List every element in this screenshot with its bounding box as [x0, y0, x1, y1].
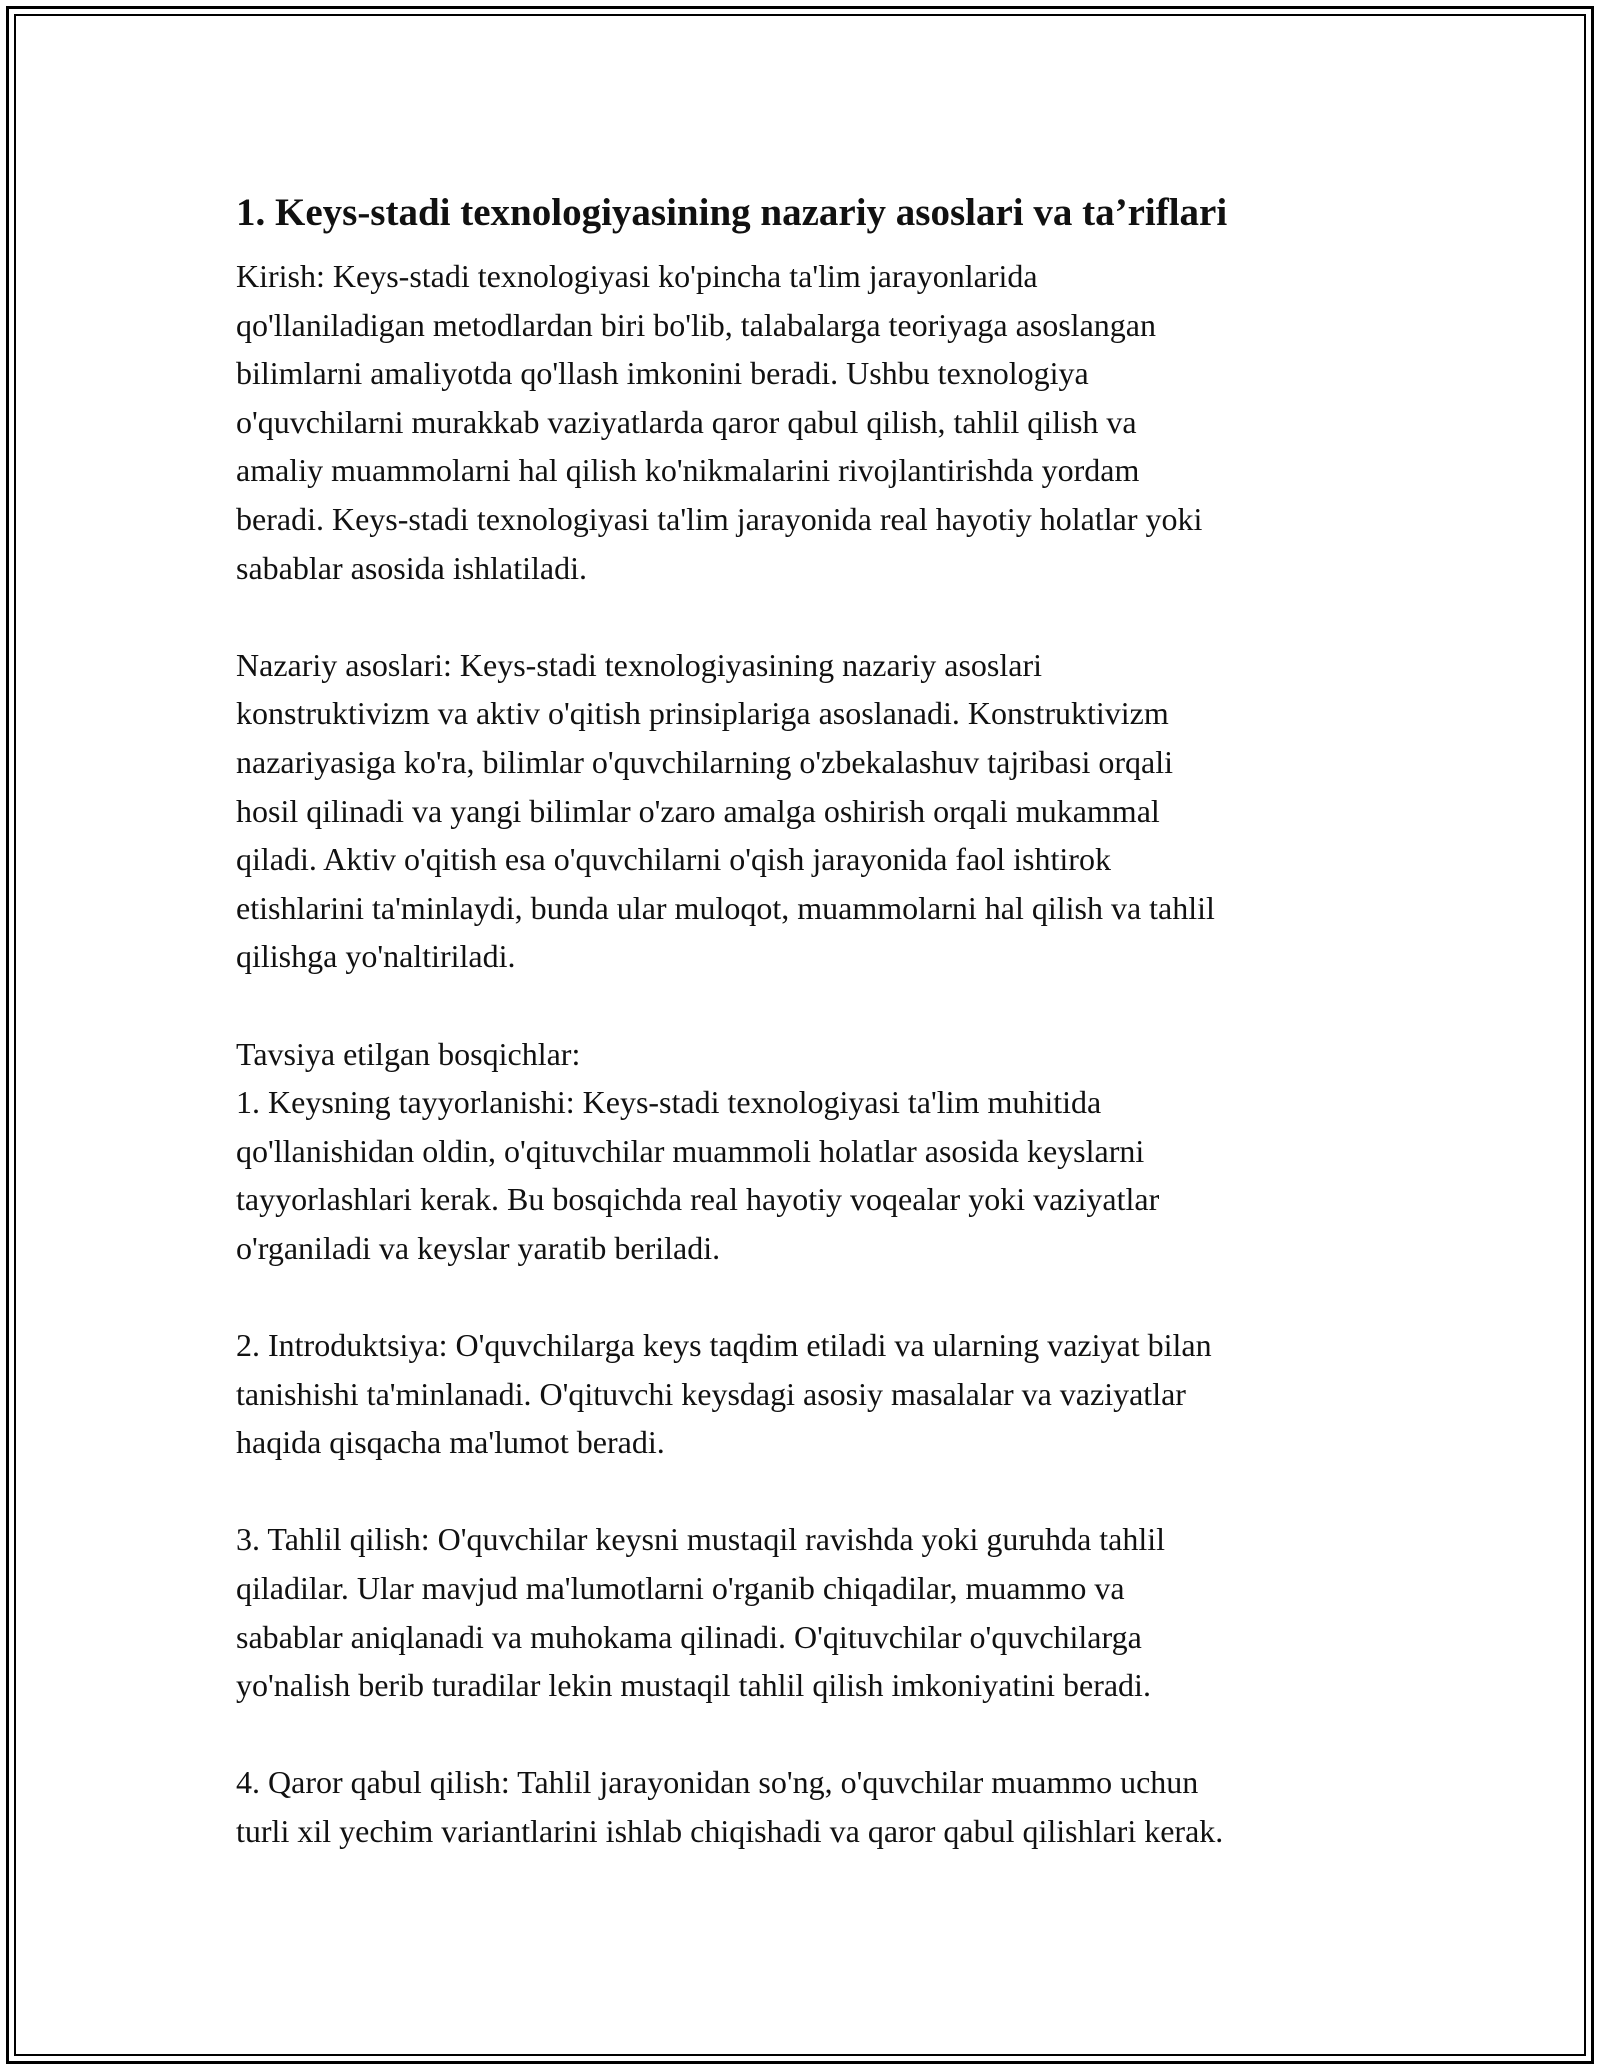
- paragraph-line: beradi. Keys-stadi texnologiyasi ta'lim jarayonida real hayotiy holatlar yoki: [236, 500, 1203, 537]
- paragraph-line: qiladi. Aktiv o'qitish esa o'quvchilarni o'qish jarayonida faol ishtirok: [236, 841, 1111, 878]
- step-4-paragraph: [236, 1758, 1386, 1855]
- paragraph-line: amaliy muammolarni hal qilish ko'nikmalarini rivojlantirishda yordam: [236, 452, 1140, 489]
- paragraph-spacer: [236, 1710, 1386, 1759]
- step-4-line: 4. Qaror qabul qilish: Tahlil jarayonidan so'ng, o'quvchilar muammo uchun: [236, 1764, 1199, 1801]
- step-2-paragraph: [236, 1321, 1386, 1467]
- step-3-line: sabablar aniqlanadi va muhokama qilinadi. O'qituvchilar o'quvchilarga: [236, 1618, 1142, 1655]
- steps-section: [236, 1030, 1386, 1273]
- paragraph-line: Nazariy asoslari: Keys-stadi texnologiyasining nazariy asoslari: [236, 646, 1042, 683]
- step-3-line: qiladilar. Ular mavjud ma'lumotlarni o'rganib chiqadilar, muammo va: [236, 1570, 1125, 1607]
- paragraph-line: qilishga yo'naltiriladi.: [236, 938, 516, 975]
- step-1-line: o'rganiladi va keyslar yaratib beriladi.: [236, 1229, 721, 1266]
- step-2-line: haqida qisqacha ma'lumot beradi.: [236, 1424, 665, 1461]
- step-1-line: 1. Keysning tayyorlanishi: Keys-stadi texnologiyasi ta'lim muhitida: [236, 1084, 1102, 1121]
- theory-paragraph: [236, 641, 1386, 981]
- paragraph-line: etishlarini ta'minlaydi, bunda ular muloqot, muammolarni hal qilish va tahlil: [236, 889, 1215, 926]
- paragraph-spacer: [236, 1272, 1386, 1321]
- paragraph-spacer: [236, 981, 1386, 1030]
- paragraph-line: qo'llaniladigan metodlardan biri bo'lib, talabalarga teoriyaga asoslangan: [236, 306, 1156, 343]
- step-3-line: yo'nalish berib turadilar lekin mustaqil tahlil qilish imkoniyatini beradi.: [236, 1667, 1151, 1704]
- step-2-line: 2. Introduktsiya: O'quvchilarga keys taqdim etiladi va ularning vaziyat bilan: [236, 1327, 1212, 1364]
- paragraph-line: bilimlarni amaliyotda qo'llash imkonini beradi. Ushbu texnologiya: [236, 355, 1089, 392]
- step-3-line: 3. Tahlil qilish: O'quvchilar keysni mustaqil ravishda yoki guruhda tahlil: [236, 1521, 1166, 1558]
- step-2-line: tanishishi ta'minlanadi. O'qituvchi keysdagi asosiy masalalar va vaziyatlar: [236, 1375, 1186, 1412]
- step-1-line: tayyorlashlari kerak. Bu bosqichda real hayotiy voqealar yoki vaziyatlar: [236, 1181, 1160, 1218]
- paragraph-line: nazariyasiga ko'ra, bilimlar o'quvchilarning o'zbekalashuv tajribasi orqali: [236, 743, 1173, 780]
- step-3-paragraph: [236, 1515, 1386, 1709]
- paragraph-line: o'quvchilarni murakkab vaziyatlarda qaror qabul qilish, tahlil qilish va: [236, 403, 1137, 440]
- step-4-line: turli xil yechim variantlarini ishlab chiqishadi va qaror qabul qilishlari kerak.: [236, 1813, 1224, 1849]
- paragraph-spacer: [236, 592, 1386, 641]
- intro-paragraph: [236, 252, 1386, 592]
- paragraph-line: hosil qilinadi va yangi bilimlar o'zaro amalga oshirish orqali mukammal: [236, 792, 1160, 829]
- steps-heading: Tavsiya etilgan bosqichlar:: [236, 1035, 581, 1072]
- paragraph-spacer: [236, 1467, 1386, 1516]
- step-1-line: qo'llanishidan oldin, o'qituvchilar muammoli holatlar asosida keyslarni: [236, 1132, 1145, 1169]
- paragraph-line: Kirish: Keys-stadi texnologiyasi ko'pincha ta'lim jarayonlarida: [236, 258, 1038, 294]
- section-title: 1. Keys-stadi texnologiyasining nazariy asoslari va ta’riflari: [236, 191, 1228, 234]
- paragraph-line: konstruktivizm va aktiv o'qitish prinsiplariga asoslanadi. Konstruktivizm: [236, 695, 1169, 732]
- paragraph-line: sabablar asosida ishlatiladi.: [236, 549, 588, 586]
- document-page: [236, 186, 1386, 1856]
